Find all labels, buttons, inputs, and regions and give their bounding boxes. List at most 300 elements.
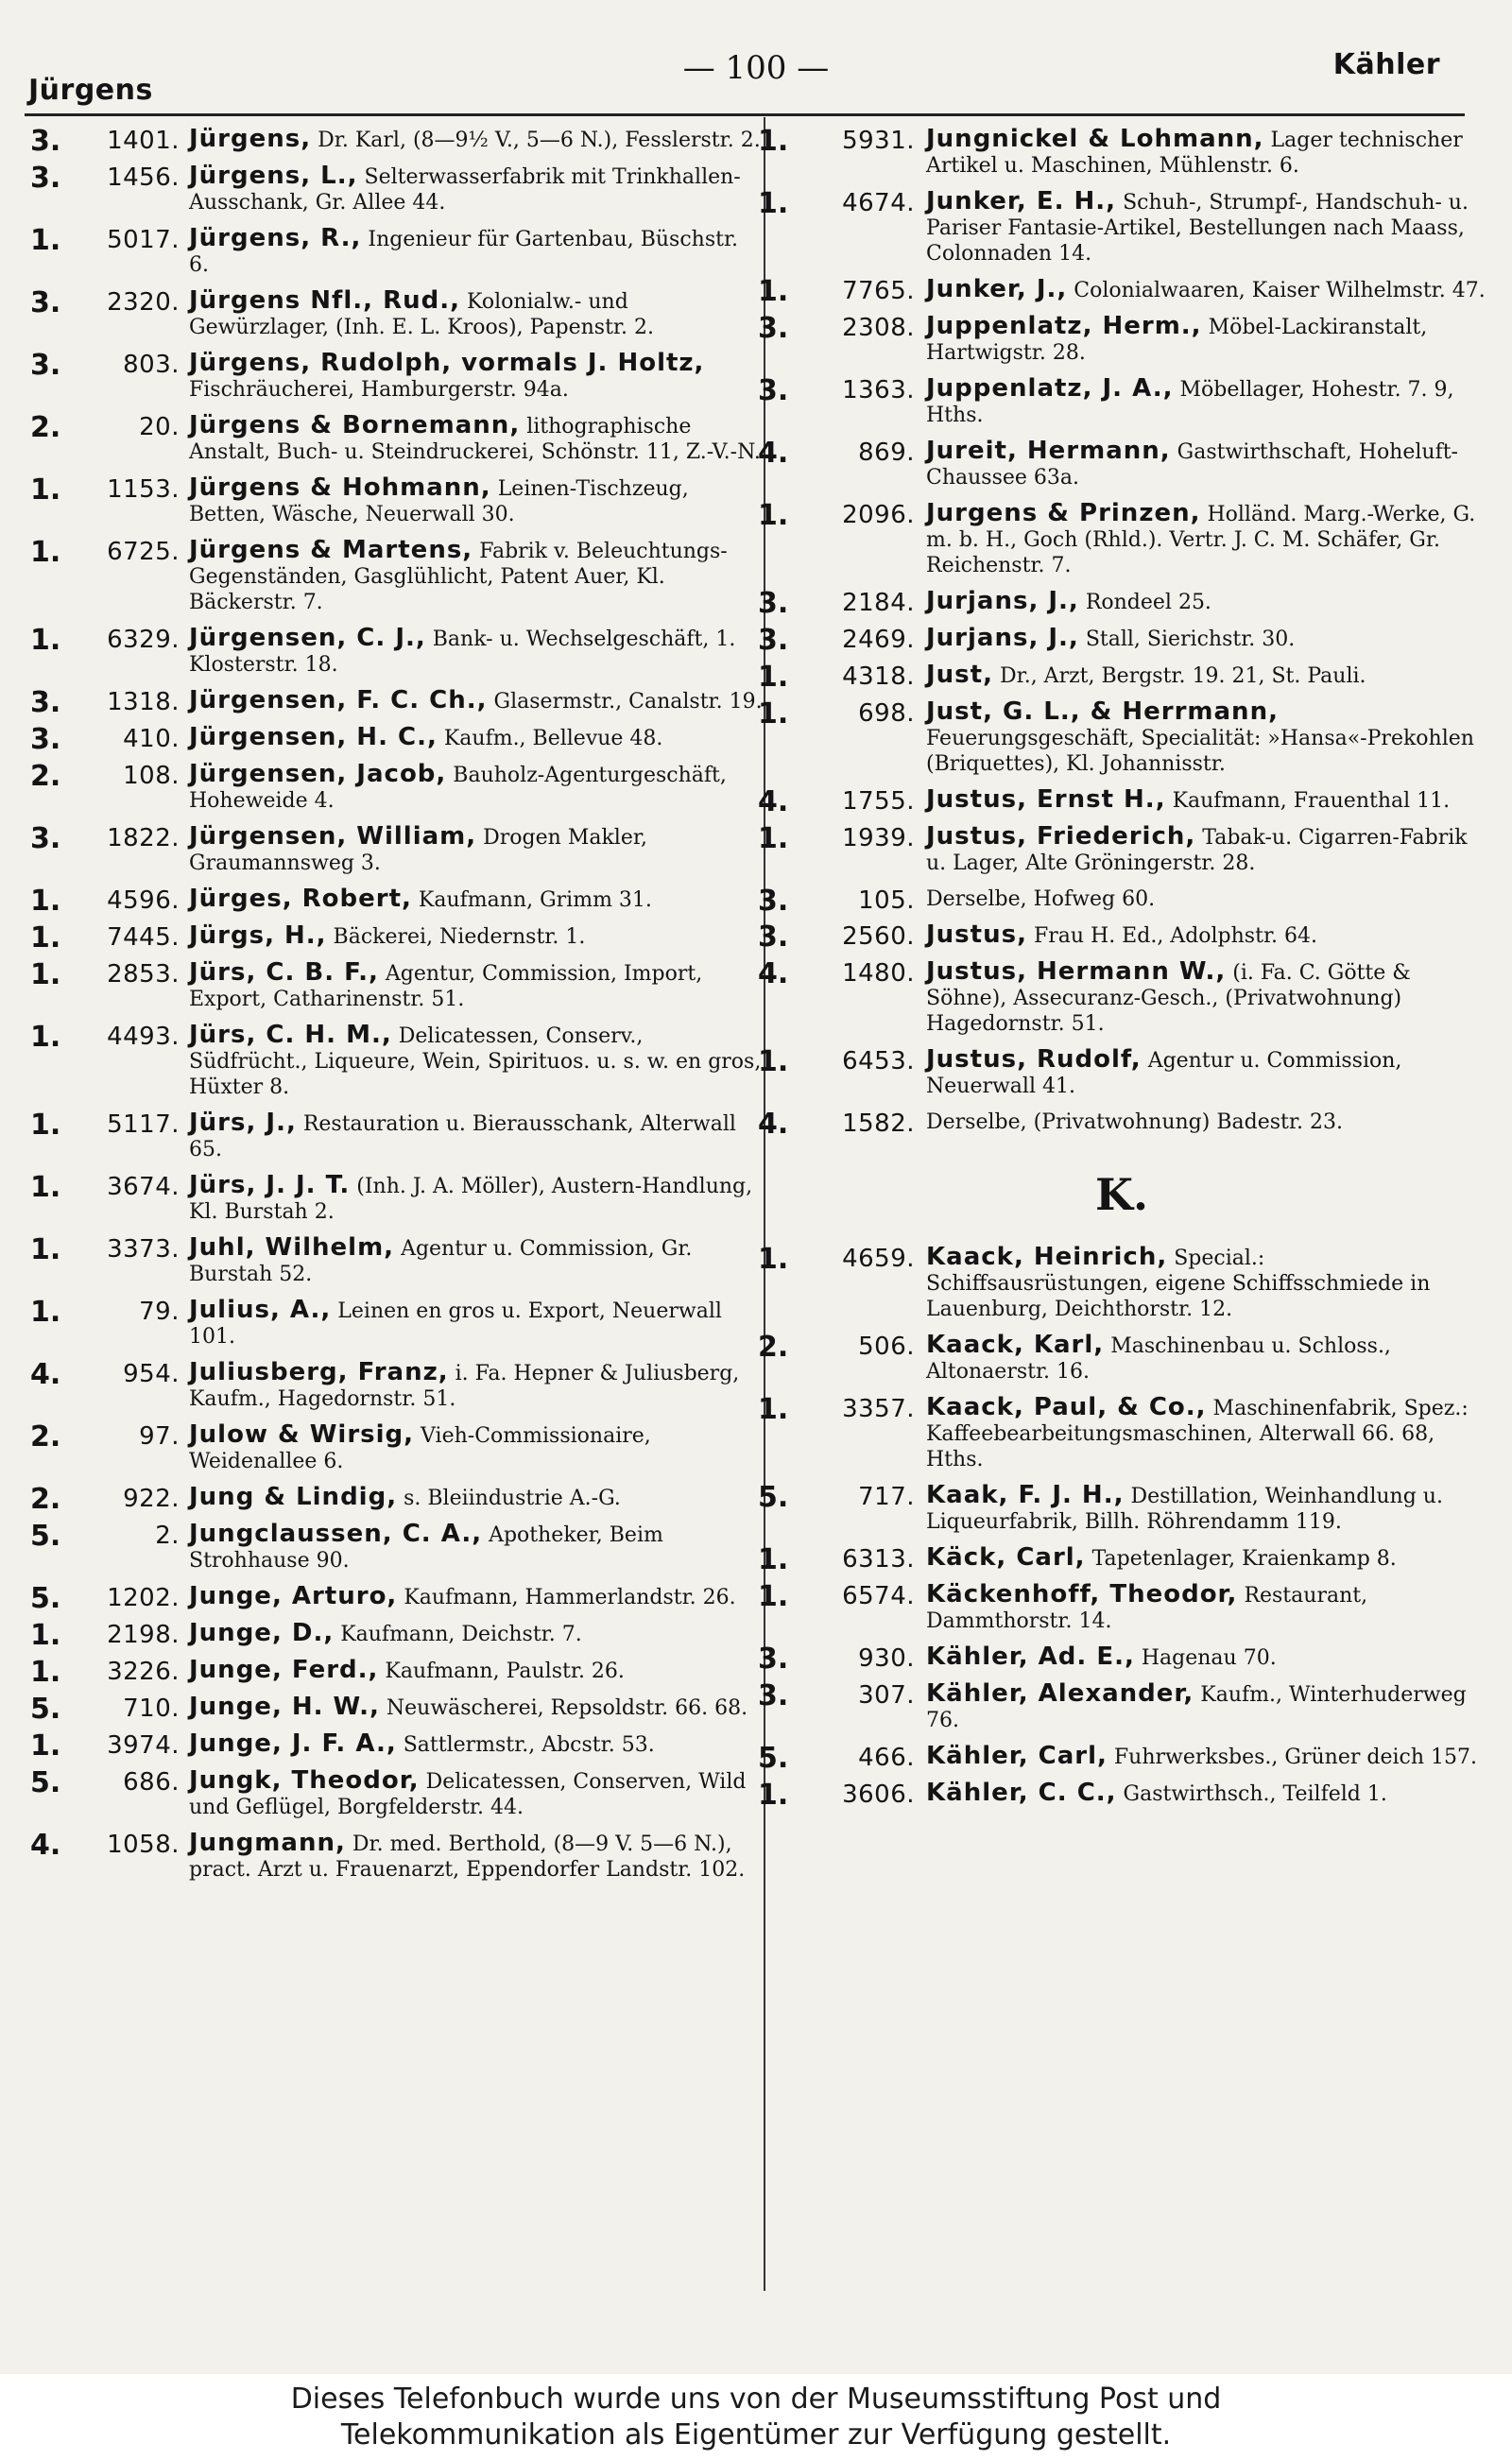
directory-entry — [758, 885, 1486, 918]
entry-text — [172, 475, 763, 527]
subscriber-details: Drogen Makler, Graumannsweg 3. — [189, 826, 647, 875]
phone-number: 3974. — [107, 1731, 180, 1760]
phone-number: 717. — [858, 1483, 915, 1511]
subscriber-details: Bäckerei, Niedernstr. 1. — [333, 925, 586, 949]
entry-text — [172, 1422, 763, 1474]
subscriber-details: Restaurant, Dammthorstr. 14. — [926, 1584, 1368, 1633]
entry-text — [172, 1110, 763, 1162]
subscriber-details: Special.: Schiffsausrüstungen, eigene Schiffsschmiede in Lauenburg, Deichthorstr. 12. — [926, 1247, 1431, 1321]
subscriber-details: Stall, Sierichstr. 30. — [1085, 628, 1296, 651]
directory-entry — [30, 626, 763, 678]
exchange-number: 5. — [30, 1766, 61, 1799]
entry-text — [172, 288, 763, 340]
entry-text — [172, 923, 763, 950]
directory-entry — [30, 885, 763, 918]
directory-entry — [758, 824, 1486, 876]
phone-number: 108. — [123, 762, 180, 790]
phone-number: 6313. — [842, 1545, 915, 1574]
subscriber-name: Jürgens, — [189, 125, 312, 153]
directory-entry — [30, 538, 763, 615]
entry-text — [172, 762, 763, 814]
directory-entry — [758, 1333, 1486, 1385]
entry-text — [172, 163, 763, 215]
subscriber-name: Junge, Ferd., — [189, 1656, 379, 1684]
subscriber-details: Agentur u. Commission, Gr. Burstah 52. — [189, 1237, 693, 1286]
entry-text — [172, 1522, 763, 1574]
phone-number: 686. — [123, 1768, 180, 1797]
subscriber-name: Justus, Rudolf, — [926, 1045, 1142, 1074]
directory-entry — [758, 1483, 1486, 1535]
subscriber-details: Ingenieur für Gartenbau, Büschstr. 6. — [189, 228, 739, 277]
exchange-number: 1. — [30, 624, 61, 657]
entry-text — [909, 1744, 1486, 1770]
subscriber-details: Holländ. Marg.-Werke, G. m. b. H., Goch (Rhld.). Vertr. J. C. M. Schäfer, Gr. Reichenstr. 7. — [926, 503, 1476, 577]
exchange-number: 1. — [30, 536, 61, 569]
phone-number: 930. — [858, 1644, 915, 1673]
entry-text — [909, 127, 1486, 179]
entry-text — [909, 1582, 1486, 1634]
subscriber-name: Juppenlatz, Herm., — [926, 312, 1202, 340]
directory-entry — [30, 1522, 763, 1574]
subscriber-name: Juliusberg, Franz, — [189, 1358, 449, 1386]
subscriber-details: Möbellager, Hohestr. 7. 9, Hths. — [926, 378, 1454, 427]
phone-number: 5017. — [107, 226, 180, 254]
phone-number: 1058. — [107, 1831, 180, 1859]
exchange-number: 1. — [758, 697, 789, 731]
phone-number: 4493. — [107, 1023, 180, 1051]
phone-number: 6453. — [842, 1047, 915, 1075]
phone-number: 4596. — [107, 886, 180, 915]
directory-entry — [30, 226, 763, 278]
directory-entry — [30, 475, 763, 527]
page-number: — 100 — — [682, 49, 830, 87]
phone-number: 20. — [139, 413, 180, 441]
directory-entry — [758, 1582, 1486, 1634]
directory-entry — [758, 1779, 1486, 1812]
exchange-number: 2. — [758, 1331, 789, 1364]
phone-number: 4318. — [842, 662, 915, 691]
exchange-number: 3. — [30, 162, 61, 195]
directory-entry — [30, 1360, 763, 1412]
phone-number: 1318. — [107, 688, 180, 716]
subscriber-details: Bank- u. Wechselgeschäft, 1. Klosterstr. 18. — [189, 628, 736, 677]
exchange-number: 1. — [758, 1580, 789, 1613]
subscriber-name: Kähler, Alexander, — [926, 1679, 1194, 1708]
header-rule — [25, 113, 1465, 116]
phone-number: 954. — [123, 1360, 180, 1388]
subscriber-name: Jürgens & Bornemann, — [189, 411, 521, 439]
subscriber-name: Junge, D., — [189, 1619, 335, 1647]
exchange-number: 1. — [30, 1619, 61, 1652]
phone-number: 3226. — [107, 1658, 180, 1686]
entry-text — [172, 1584, 763, 1610]
exchange-number: 1. — [758, 1779, 789, 1812]
exchange-number: 2. — [30, 411, 61, 444]
subscriber-name: Jungclaussen, C. A., — [189, 1520, 483, 1548]
subscriber-details: (i. Fa. C. Götte & Söhne), Assecuranz-Gesch., (Privatwohnung) Hagedornstr. 51. — [926, 961, 1411, 1036]
phone-number: 1202. — [107, 1584, 180, 1612]
subscriber-details: Fischräucherei, Hamburgerstr. 94a. — [189, 378, 569, 402]
phone-number: 2096. — [842, 501, 915, 529]
exchange-number: 1. — [30, 1296, 61, 1329]
subscriber-details: Hagenau 70. — [1141, 1646, 1277, 1670]
phone-number: 1456. — [107, 163, 180, 192]
footer-notice — [0, 2374, 1512, 2460]
subscriber-name: Jürgensen, H. C., — [189, 723, 438, 751]
entry-text — [172, 886, 763, 913]
phone-number: 1582. — [842, 1110, 915, 1138]
subscriber-name: Jungnickel & Lohmann, — [926, 125, 1264, 153]
header-first-name: Jürgens — [28, 74, 153, 107]
subscriber-details: Leinen en gros u. Export, Neuerwall 101. — [189, 1299, 722, 1349]
directory-entry — [30, 1619, 763, 1652]
exchange-number: 1. — [758, 822, 789, 855]
entry-text — [172, 1298, 763, 1350]
subscriber-name: Jureit, Hermann, — [926, 437, 1171, 465]
phone-number: 307. — [858, 1681, 915, 1710]
phone-number: 6725. — [107, 538, 180, 566]
subscriber-name: Jürs, J., — [189, 1109, 297, 1137]
phone-number: 5117. — [107, 1110, 180, 1139]
exchange-number: 1. — [30, 885, 61, 918]
exchange-number: 4. — [30, 1358, 61, 1391]
exchange-number: 1. — [758, 1393, 789, 1426]
subscriber-name: Kähler, Ad. E., — [926, 1643, 1135, 1671]
directory-entry — [758, 1108, 1486, 1141]
directory-entry — [758, 1395, 1486, 1472]
entry-text — [909, 1681, 1486, 1733]
entry-text — [172, 1485, 763, 1511]
exchange-number: 3. — [758, 587, 789, 620]
entry-text — [909, 1545, 1486, 1572]
subscriber-details: Tapetenlager, Kraienkamp 8. — [1091, 1547, 1397, 1571]
directory-entry — [30, 125, 763, 158]
subscriber-name: Justus, — [926, 920, 1027, 949]
subscriber-details: Schuh-, Strumpf-, Handschuh- u. Pariser Fantasie-Artikel, Bestellungen nach Maass, Colonnaden 14. — [926, 191, 1469, 266]
directory-entry — [30, 1235, 763, 1287]
entry-text — [909, 662, 1486, 689]
entry-text — [909, 277, 1486, 303]
subscriber-details: Glasermstr., Canalstr. 19. — [493, 690, 763, 714]
subscriber-details: Sattlermstr., Abcstr. 53. — [403, 1733, 655, 1757]
exchange-number: 4. — [758, 1108, 789, 1141]
phone-number: 1401. — [107, 127, 180, 155]
phone-number: 79. — [139, 1298, 180, 1326]
subscriber-details: Delicatessen, Conserven, Wild und Geflügel, Borgfelderstr. 44. — [189, 1770, 747, 1819]
subscriber-name: Juppenlatz, J. A., — [926, 374, 1174, 403]
directory-entry — [758, 785, 1486, 818]
entry-text — [909, 501, 1486, 578]
subscriber-name: Jürgens Nfl., Rud., — [189, 286, 460, 315]
subscriber-details: Kaufm., Bellevue 48. — [443, 727, 663, 750]
phone-number: 2469. — [842, 626, 915, 654]
exchange-number: 4. — [758, 437, 789, 470]
directory-entry — [758, 920, 1486, 954]
exchange-number: 3. — [758, 1679, 789, 1712]
subscriber-details: (Inh. J. A. Möller), Austern-Handlung, Kl. Burstah 2. — [189, 1175, 753, 1224]
entry-text — [909, 922, 1486, 949]
phone-number: 2560. — [842, 922, 915, 951]
phone-number: 1363. — [842, 376, 915, 404]
subscriber-name: Kähler, C. C., — [926, 1779, 1117, 1807]
subscriber-details: Maschinenfabrik, Spez.: Kaffeebearbeitungsmaschinen, Alterwall 66. 68, Hths. — [926, 1397, 1469, 1471]
entry-text — [172, 725, 763, 751]
subscriber-name: Jürs, C. H. M., — [189, 1021, 392, 1049]
subscriber-details: Apotheker, Beim Strohhause 90. — [189, 1523, 663, 1573]
subscriber-name: Kaack, Karl, — [926, 1331, 1105, 1359]
entry-text — [172, 824, 763, 876]
phone-number: 3606. — [842, 1780, 915, 1809]
entry-text — [172, 1768, 763, 1820]
exchange-number: 3. — [30, 349, 61, 382]
subscriber-name: Jürgens, Rudolph, vormals J. Holtz, — [189, 349, 705, 377]
directory-entry — [758, 1245, 1486, 1322]
exchange-number: 1. — [30, 1656, 61, 1689]
directory-entry — [758, 189, 1486, 267]
entry-text — [172, 413, 763, 465]
subscriber-details: s. Bleiindustrie A.-G. — [404, 1487, 621, 1510]
directory-entry — [30, 686, 763, 719]
subscriber-name: Jürgensen, C. J., — [189, 624, 426, 652]
exchange-number: 1. — [758, 499, 789, 532]
phone-number: 1939. — [842, 824, 915, 852]
directory-entry — [758, 587, 1486, 620]
exchange-number: 1. — [758, 125, 789, 158]
phone-number: 2853. — [107, 960, 180, 989]
exchange-number: 3. — [758, 312, 789, 345]
directory-entry — [758, 1543, 1486, 1576]
phone-number: 5931. — [842, 127, 915, 155]
phone-number: 698. — [858, 699, 915, 728]
exchange-number: 2. — [30, 760, 61, 793]
directory-entry — [30, 1693, 763, 1726]
entry-text — [172, 226, 763, 278]
subscriber-name: Kähler, Carl, — [926, 1742, 1108, 1770]
exchange-number: 3. — [30, 125, 61, 158]
exchange-number: 1. — [30, 1021, 61, 1054]
subscriber-details: Kaufmann, Frauenthal 11. — [1172, 789, 1451, 813]
phone-number: 6574. — [842, 1582, 915, 1610]
directory-entry — [758, 661, 1486, 694]
entry-text — [172, 688, 763, 714]
exchange-number: 3. — [758, 374, 789, 407]
subscriber-name: Jürs, J. J. T. — [189, 1171, 351, 1199]
footer-line-1: Dieses Telefonbuch wurde uns von der Museumsstiftung Post und — [290, 2383, 1222, 2416]
subscriber-name: Junker, J., — [926, 275, 1068, 303]
exchange-number: 1. — [758, 661, 789, 694]
subscriber-name: Jürgensen, F. C. Ch., — [189, 686, 488, 714]
directory-entry — [30, 1023, 763, 1100]
footer-line-2: Telekommunikation als Eigentümer zur Verfügung gestellt. — [340, 2418, 1172, 2451]
exchange-number: 3. — [758, 624, 789, 657]
exchange-number: 4. — [758, 957, 789, 990]
subscriber-details: Destillation, Weinhandlung u. Liqueurfabrik, Billh. Röhrendamm 119. — [926, 1485, 1443, 1534]
directory-entry — [30, 1173, 763, 1225]
entry-text — [909, 787, 1486, 814]
subscriber-name: Jurjans, J., — [926, 587, 1079, 615]
directory-entry — [30, 1422, 763, 1474]
directory-entry — [758, 959, 1486, 1037]
subscriber-name: Junge, J. F. A., — [189, 1729, 397, 1758]
entry-text — [909, 1644, 1486, 1671]
subscriber-details: Derselbe, (Privatwohnung) Badestr. 23. — [926, 1110, 1343, 1134]
directory-entry — [30, 1582, 763, 1615]
phone-number: 7445. — [107, 923, 180, 952]
exchange-number: 1. — [30, 1109, 61, 1142]
subscriber-name: Jürgens, L., — [189, 162, 358, 190]
subscriber-details: Fuhrwerksbes., Grüner deich 157. — [1113, 1746, 1477, 1769]
entry-text — [172, 1360, 763, 1412]
phone-number: 1153. — [107, 475, 180, 504]
subscriber-details: Selterwasserfabrik mit Trinkhallen-Ausschank, Gr. Allee 44. — [189, 165, 741, 215]
subscriber-details: Neuwäscherei, Repsoldstr. 66. 68. — [386, 1696, 748, 1720]
exchange-number: 2. — [30, 1420, 61, 1454]
exchange-number: 5. — [758, 1742, 789, 1775]
entry-text — [909, 376, 1486, 428]
right-column-j-entries — [758, 125, 1486, 1141]
exchange-number: 1. — [758, 1045, 789, 1078]
directory-entry — [30, 351, 763, 403]
subscriber-details: Möbel-Lackiranstalt, Hartwigstr. 28. — [926, 316, 1428, 365]
subscriber-name: Jungk, Theodor, — [189, 1766, 420, 1795]
exchange-number: 3. — [30, 286, 61, 319]
directory-entry — [30, 723, 763, 756]
exchange-number: 1. — [30, 224, 61, 257]
exchange-number: 1. — [758, 1243, 789, 1276]
subscriber-details: Gastwirthschaft, Hoheluft-Chaussee 63a. — [926, 440, 1458, 490]
subscriber-name: Jürgensen, Jacob, — [189, 760, 447, 788]
phone-number: 1822. — [107, 824, 180, 852]
phone-number: 869. — [858, 439, 915, 467]
phone-number: 105. — [858, 886, 915, 915]
exchange-number: 1. — [758, 275, 789, 308]
entry-text — [909, 1110, 1486, 1135]
exchange-number: 1. — [30, 1171, 61, 1204]
subscriber-name: Junker, E. H., — [926, 187, 1117, 215]
entry-text — [909, 189, 1486, 267]
directory-entry — [30, 413, 763, 465]
directory-entry — [30, 824, 763, 876]
subscriber-name: Käckenhoff, Theodor, — [926, 1580, 1238, 1608]
subscriber-details: Feuerungsgeschäft, Specialität: »Hansa«-Prekohlen (Briquettes), Kl. Johannisstr. — [926, 727, 1474, 776]
directory-entry — [758, 1047, 1486, 1099]
section-letter: K. — [1095, 1169, 1148, 1220]
subscriber-details: Delicatessen, Conserv., Südfrücht., Liqueure, Wein, Spirituos. u. s. w. en gros, Hüxter 8. — [189, 1024, 762, 1099]
exchange-number: 5. — [30, 1693, 61, 1726]
subscriber-name: Julow & Wirsig, — [189, 1420, 415, 1449]
phone-number: 466. — [858, 1744, 915, 1772]
phone-number: 2. — [155, 1522, 180, 1550]
exchange-number: 5. — [30, 1520, 61, 1553]
phone-number: 97. — [139, 1422, 180, 1451]
directory-entry — [758, 1643, 1486, 1676]
phone-number: 2198. — [107, 1621, 180, 1649]
entry-text — [909, 824, 1486, 876]
entry-text — [172, 1023, 763, 1100]
subscriber-name: Jürs, C. B. F., — [189, 958, 379, 987]
subscriber-name: Junge, Arturo, — [189, 1582, 398, 1610]
left-column — [30, 127, 763, 1893]
right-column — [758, 127, 1486, 1817]
exchange-number: 1. — [758, 1543, 789, 1576]
entry-text — [172, 1173, 763, 1225]
subscriber-name: Jürgens & Martens, — [189, 536, 473, 564]
entry-text — [172, 127, 763, 153]
directory-entry — [30, 1298, 763, 1350]
entry-text — [909, 1245, 1486, 1322]
entry-text — [172, 351, 763, 403]
directory-entry — [30, 288, 763, 340]
directory-entry — [758, 275, 1486, 308]
subscriber-details: Fabrik v. Beleuchtungs-Gegenständen, Gasglühlicht, Patent Auer, Kl. Bäckerstr. 7. — [189, 540, 728, 614]
subscriber-name: Kaack, Heinrich, — [926, 1243, 1168, 1271]
entry-text — [172, 1621, 763, 1647]
subscriber-name: Juhl, Wilhelm, — [189, 1233, 395, 1262]
exchange-number: 1. — [30, 1729, 61, 1763]
entry-text — [909, 589, 1486, 615]
directory-entry — [758, 314, 1486, 366]
subscriber-details: Maschinenbau u. Schloss., Altonaerstr. 16. — [926, 1334, 1391, 1384]
subscriber-name: Kaak, F. J. H., — [926, 1481, 1125, 1509]
phone-number: 1755. — [842, 787, 915, 816]
subscriber-details: Kaufmann, Deichstr. 7. — [340, 1623, 582, 1646]
subscriber-details: i. Fa. Hepner & Juliusberg, Kaufm., Hagedornstr. 51. — [189, 1362, 740, 1411]
phone-number: 3357. — [842, 1395, 915, 1423]
directory-entry — [30, 960, 763, 1012]
directory-entry — [758, 1742, 1486, 1775]
phone-number: 922. — [123, 1485, 180, 1513]
phone-number: 4674. — [842, 189, 915, 217]
phone-number: 2184. — [842, 589, 915, 617]
entry-text — [909, 1333, 1486, 1385]
subscriber-details: Kaufmann, Paulstr. 26. — [385, 1660, 625, 1683]
exchange-number: 3. — [30, 723, 61, 756]
phone-number: 7765. — [842, 277, 915, 305]
subscriber-details: Dr. med. Berthold, (8—9 V. 5—6 N.), pract. Arzt u. Frauenarzt, Eppendorfer Landstr. 102. — [189, 1832, 746, 1882]
directory-entry — [758, 439, 1486, 490]
subscriber-name: Jungmann, — [189, 1829, 346, 1857]
phone-number: 506. — [858, 1333, 915, 1361]
subscriber-name: Jung & Lindig, — [189, 1483, 398, 1511]
entry-text — [172, 1235, 763, 1287]
exchange-number: 1. — [30, 958, 61, 991]
entry-text — [172, 1658, 763, 1684]
entry-text — [172, 960, 763, 1012]
directory-entry — [758, 127, 1486, 179]
subscriber-name: Jürgens, R., — [189, 224, 362, 252]
subscriber-name: Justus, Ernst H., — [926, 785, 1166, 814]
entry-text — [909, 626, 1486, 652]
subscriber-details: Kolonialw.- und Gewürzlager, (Inh. E. L. Kroos), Papenstr. 2. — [189, 290, 654, 339]
subscriber-details: Gastwirthsch., Teilfeld 1. — [1123, 1782, 1387, 1806]
subscriber-name: Jürgs, H., — [189, 921, 327, 950]
phone-number: 1480. — [842, 959, 915, 988]
entry-text — [172, 1831, 763, 1883]
phone-number: 710. — [123, 1694, 180, 1723]
entry-text — [172, 1731, 763, 1758]
entry-text — [909, 314, 1486, 366]
directory-entry — [30, 1483, 763, 1516]
phone-number: 6329. — [107, 626, 180, 654]
exchange-number: 3. — [758, 885, 789, 918]
subscriber-name: Jürges, Robert, — [189, 885, 412, 913]
exchange-number: 3. — [30, 822, 61, 855]
phone-number: 3674. — [107, 1173, 180, 1201]
phone-number: 4659. — [842, 1245, 915, 1273]
directory-entry — [758, 1681, 1486, 1733]
exchange-number: 5. — [758, 1481, 789, 1514]
subscriber-name: Just, — [926, 661, 993, 689]
